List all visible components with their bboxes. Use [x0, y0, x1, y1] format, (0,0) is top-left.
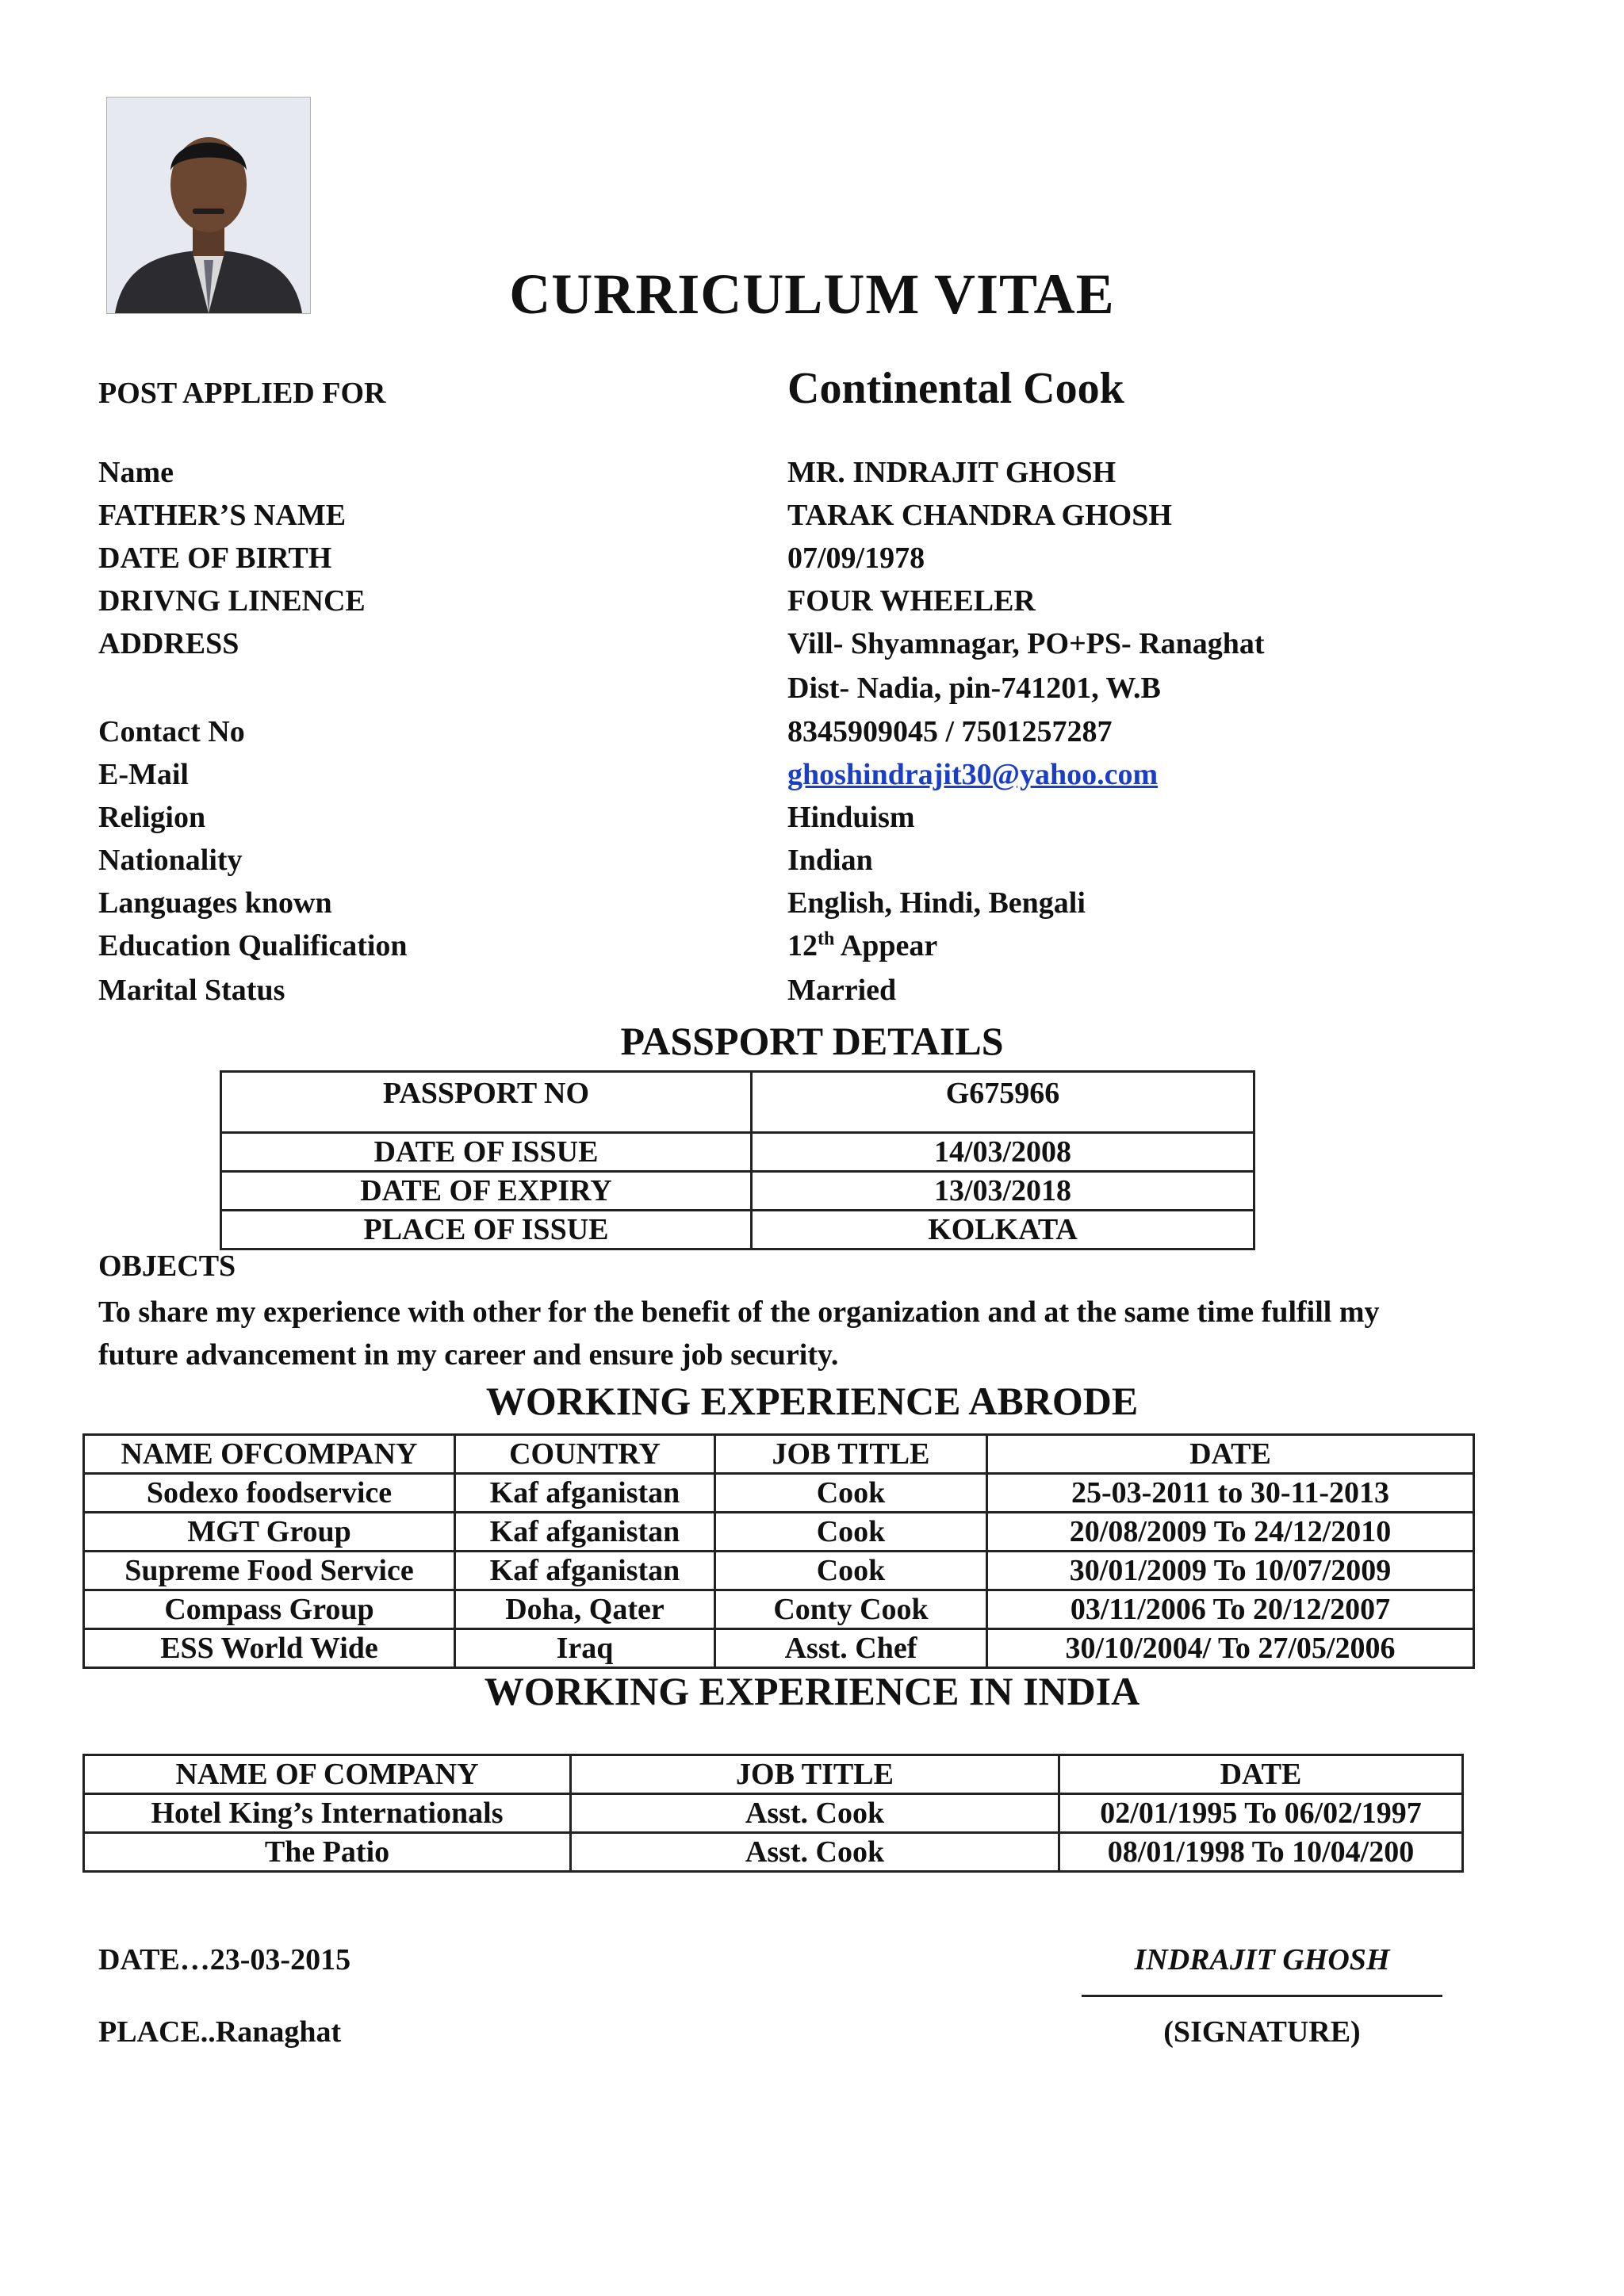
col-job-title-header: JOB TITLE	[571, 1755, 1059, 1794]
job-title-cell: Asst. Cook	[571, 1794, 1059, 1833]
address-line-2: Dist- Nadia, pin-741201, W.B	[787, 672, 1161, 705]
country-cell: Doha, Qater	[455, 1590, 715, 1629]
company-cell: Compass Group	[84, 1590, 455, 1629]
objective-line-2: future advancement in my career and ensure job security.	[98, 1338, 839, 1372]
religion-value: Hinduism	[787, 801, 915, 834]
education-status: Appear	[834, 929, 938, 962]
table-row	[84, 1513, 1474, 1552]
education-grade: 12	[787, 929, 818, 962]
date-cell: 20/08/2009 To 24/12/2010	[987, 1513, 1474, 1552]
passport-no-label: PASSPORT NO	[221, 1072, 752, 1133]
table-row	[84, 1629, 1474, 1668]
india-experience-table	[82, 1754, 1464, 1873]
col-country-header: COUNTRY	[455, 1435, 715, 1474]
col-date-header: DATE	[987, 1435, 1474, 1474]
issue-date-value: 14/03/2008	[752, 1133, 1254, 1172]
nationality-value: Indian	[787, 844, 873, 877]
fathers-name-label: FATHER’S NAME	[98, 499, 347, 532]
dob-label: DATE OF BIRTH	[98, 541, 332, 575]
education-value	[787, 928, 937, 963]
date-cell: 08/01/1998 To 10/04/200	[1059, 1833, 1463, 1872]
footer-place: PLACE..Ranaghat	[98, 2015, 342, 2049]
name-value: MR. INDRAJIT GHOSH	[787, 456, 1116, 489]
table-row	[221, 1133, 1254, 1172]
date-cell: 25-03-2011 to 30-11-2013	[987, 1474, 1474, 1513]
col-job-title-header: JOB TITLE	[715, 1435, 987, 1474]
abroad-experience-heading: WORKING EXPERIENCE ABRODE	[485, 1379, 1139, 1423]
signature-name: INDRAJIT GHOSH	[1134, 1943, 1390, 1976]
table-row	[84, 1590, 1474, 1629]
col-company-header: NAME OF COMPANY	[84, 1755, 571, 1794]
driving-licence-label: DRIVNG LINENCE	[98, 584, 366, 618]
table-row	[84, 1833, 1463, 1872]
languages-value: English, Hindi, Bengali	[787, 886, 1086, 920]
education-ordinal: th	[818, 928, 835, 950]
passport-table	[220, 1070, 1255, 1250]
date-cell: 03/11/2006 To 20/12/2007	[987, 1590, 1474, 1629]
company-cell: The Patio	[84, 1833, 571, 1872]
country-cell: Iraq	[455, 1629, 715, 1668]
company-cell: ESS World Wide	[84, 1629, 455, 1668]
job-title-cell: Cook	[715, 1474, 987, 1513]
objects-heading: OBJECTS	[98, 1249, 236, 1283]
passport-heading: PASSPORT DETAILS	[620, 1019, 1004, 1063]
col-date-header: DATE	[1059, 1755, 1463, 1794]
table-row	[84, 1474, 1474, 1513]
contact-label: Contact No	[98, 715, 245, 748]
date-cell: 30/01/2009 To 10/07/2009	[987, 1552, 1474, 1590]
job-title-cell: Cook	[715, 1552, 987, 1590]
place-of-issue-label: PLACE OF ISSUE	[221, 1211, 752, 1249]
footer-date: DATE…23-03-2015	[98, 1943, 351, 1976]
table-header-row	[84, 1435, 1474, 1474]
table-header-row	[84, 1755, 1463, 1794]
date-cell: 02/01/1995 To 06/02/1997	[1059, 1794, 1463, 1833]
table-row	[221, 1172, 1254, 1211]
email-label: E-Mail	[98, 758, 189, 791]
company-cell: MGT Group	[84, 1513, 455, 1552]
date-cell: 30/10/2004/ To 27/05/2006	[987, 1629, 1474, 1668]
job-title-cell: Asst. Chef	[715, 1629, 987, 1668]
nationality-label: Nationality	[98, 844, 243, 877]
company-cell: Hotel King’s Internationals	[84, 1794, 571, 1833]
table-row	[84, 1794, 1463, 1833]
fathers-name-value: TARAK CHANDRA GHOSH	[787, 499, 1172, 532]
job-title-cell: Asst. Cook	[571, 1833, 1059, 1872]
table-row	[84, 1552, 1474, 1590]
place-of-issue-value: KOLKATA	[752, 1211, 1254, 1249]
country-cell: Kaf afganistan	[455, 1513, 715, 1552]
expiry-date-label: DATE OF EXPIRY	[221, 1172, 752, 1211]
table-row	[221, 1072, 1254, 1133]
contact-value: 8345909045 / 7501257287	[787, 715, 1113, 748]
address-label: ADDRESS	[98, 627, 239, 660]
marital-status-label: Marital Status	[98, 974, 285, 1007]
company-cell: Sodexo foodservice	[84, 1474, 455, 1513]
marital-status-value: Married	[787, 974, 897, 1007]
address-line-1: Vill- Shyamnagar, PO+PS- Ranaghat	[787, 627, 1265, 660]
name-label: Name	[98, 456, 174, 489]
religion-label: Religion	[98, 801, 206, 834]
dob-value: 07/09/1978	[787, 541, 925, 575]
table-row	[221, 1211, 1254, 1249]
expiry-date-value: 13/03/2018	[752, 1172, 1254, 1211]
issue-date-label: DATE OF ISSUE	[221, 1133, 752, 1172]
country-cell: Kaf afganistan	[455, 1474, 715, 1513]
country-cell: Kaf afganistan	[455, 1552, 715, 1590]
india-experience-heading: WORKING EXPERIENCE IN INDIA	[484, 1669, 1140, 1713]
post-applied-label: POST APPLIED FOR	[98, 377, 386, 410]
languages-label: Languages known	[98, 886, 332, 920]
company-cell: Supreme Food Service	[84, 1552, 455, 1590]
signature-line	[1082, 1995, 1442, 1997]
job-title-cell: Conty Cook	[715, 1590, 987, 1629]
passport-no-value: G675966	[752, 1072, 1254, 1133]
education-label: Education Qualification	[98, 929, 408, 962]
abroad-experience-table	[82, 1433, 1475, 1669]
objective-line-1: To share my experience with other for the benefit of the organization and at the same time fulfill my	[98, 1295, 1380, 1329]
signature-label: (SIGNATURE)	[1163, 2015, 1361, 2049]
post-applied-value: Continental Cook	[787, 364, 1124, 413]
document-title: CURRICULUM VITAE	[509, 262, 1115, 326]
driving-licence-value: FOUR WHEELER	[787, 584, 1036, 618]
email-link[interactable]: ghoshindrajit30@yahoo.com	[787, 758, 1159, 791]
col-company-header: NAME OFCOMPANY	[84, 1435, 455, 1474]
job-title-cell: Cook	[715, 1513, 987, 1552]
